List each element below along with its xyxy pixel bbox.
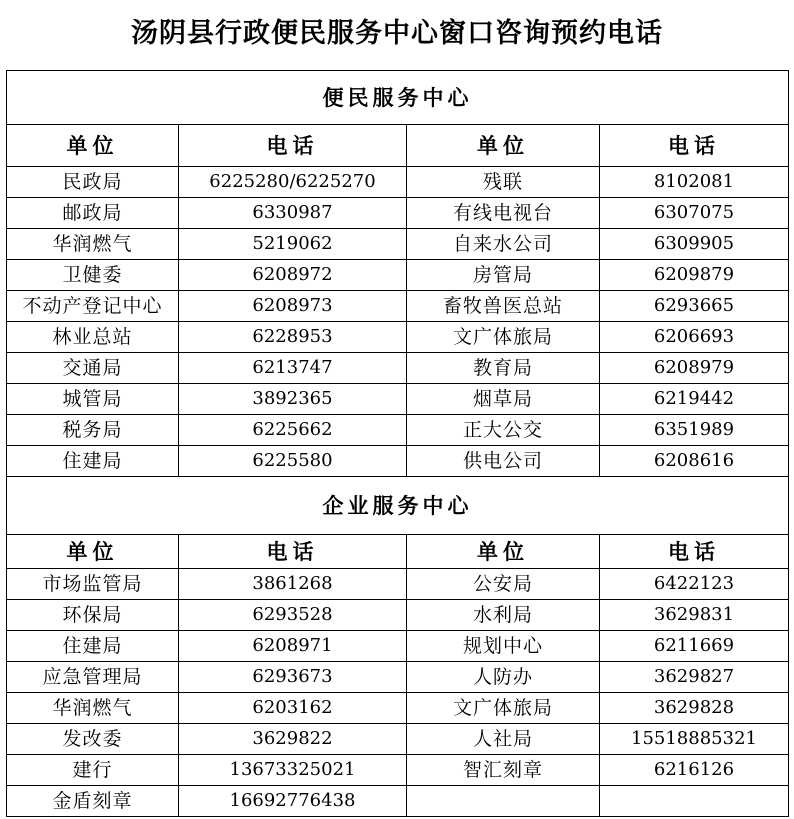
phone-number-cell: 6216126 — [600, 755, 789, 786]
unit-name-cell: 建行 — [7, 755, 179, 786]
unit-name-cell: 智汇刻章 — [407, 755, 600, 786]
phone-number-cell: 3629827 — [600, 662, 789, 693]
table-row — [7, 353, 789, 384]
phone-number-cell: 6330987 — [179, 198, 407, 229]
phone-number-cell: 6208979 — [600, 353, 789, 384]
header-phone: 电话 — [600, 535, 789, 569]
table-row — [7, 260, 789, 291]
phone-number-cell: 6209879 — [600, 260, 789, 291]
unit-name-cell: 残联 — [407, 167, 600, 198]
table-row — [7, 415, 789, 446]
unit-name-cell: 畜牧兽医总站 — [407, 291, 600, 322]
unit-name-cell: 烟草局 — [407, 384, 600, 415]
header-phone: 电话 — [179, 125, 407, 167]
phone-number-cell: 6219442 — [600, 384, 789, 415]
unit-name-cell: 房管局 — [407, 260, 600, 291]
phone-number-cell: 6293673 — [179, 662, 407, 693]
phone-number-cell: 15518885321 — [600, 724, 789, 755]
unit-name-cell: 华润燃气 — [7, 229, 179, 260]
phone-number-cell: 6211669 — [600, 631, 789, 662]
phone-number-cell: 6206693 — [600, 322, 789, 353]
unit-name-cell — [407, 786, 600, 817]
unit-name-cell: 人防办 — [407, 662, 600, 693]
table-row — [7, 322, 789, 353]
phone-number-cell: 3629831 — [600, 600, 789, 631]
table-row — [7, 724, 789, 755]
phone-number-cell: 3861268 — [179, 569, 407, 600]
phone-number-cell: 16692776438 — [179, 786, 407, 817]
phone-number-cell: 6225580 — [179, 446, 407, 477]
header-unit: 单位 — [407, 535, 600, 569]
table-row — [7, 600, 789, 631]
table-row — [7, 446, 789, 477]
convenience-center-grid — [7, 125, 789, 477]
phone-number-cell: 6228953 — [179, 322, 407, 353]
phone-number-cell: 6307075 — [600, 198, 789, 229]
unit-name-cell: 水利局 — [407, 600, 600, 631]
unit-name-cell: 公安局 — [407, 569, 600, 600]
table-row — [7, 167, 789, 198]
unit-name-cell: 有线电视台 — [407, 198, 600, 229]
phone-number-cell: 6225280/6225270 — [179, 167, 407, 198]
phone-number-cell: 8102081 — [600, 167, 789, 198]
phone-directory-table — [6, 70, 789, 817]
phone-number-cell: 13673325021 — [179, 755, 407, 786]
unit-name-cell: 文广体旅局 — [407, 322, 600, 353]
unit-name-cell: 正大公交 — [407, 415, 600, 446]
phone-number-cell: 6293528 — [179, 600, 407, 631]
table-row — [7, 569, 789, 600]
unit-name-cell: 民政局 — [7, 167, 179, 198]
phone-number-cell: 6293665 — [600, 291, 789, 322]
unit-name-cell: 华润燃气 — [7, 693, 179, 724]
table-row — [7, 198, 789, 229]
unit-name-cell: 金盾刻章 — [7, 786, 179, 817]
unit-name-cell: 供电公司 — [407, 446, 600, 477]
unit-name-cell: 邮政局 — [7, 198, 179, 229]
header-phone: 电话 — [179, 535, 407, 569]
phone-number-cell: 6213747 — [179, 353, 407, 384]
table-row — [7, 631, 789, 662]
table-row — [7, 291, 789, 322]
unit-name-cell: 城管局 — [7, 384, 179, 415]
unit-name-cell: 税务局 — [7, 415, 179, 446]
header-unit: 单位 — [7, 535, 179, 569]
table-row — [7, 786, 789, 817]
unit-name-cell: 不动产登记中心 — [7, 291, 179, 322]
phone-number-cell: 6225662 — [179, 415, 407, 446]
unit-name-cell: 发改委 — [7, 724, 179, 755]
table-row — [7, 229, 789, 260]
unit-name-cell: 教育局 — [407, 353, 600, 384]
table-row — [7, 755, 789, 786]
unit-name-cell: 人社局 — [407, 724, 600, 755]
unit-name-cell: 应急管理局 — [7, 662, 179, 693]
phone-number-cell: 3629822 — [179, 724, 407, 755]
phone-number-cell: 6208972 — [179, 260, 407, 291]
section-title-convenience-center: 便民服务中心 — [7, 71, 789, 125]
section-title-enterprise-center: 企业服务中心 — [7, 477, 789, 535]
phone-number-cell: 6208616 — [600, 446, 789, 477]
phone-number-cell: 3629828 — [600, 693, 789, 724]
phone-number-cell: 3892365 — [179, 384, 407, 415]
unit-name-cell: 环保局 — [7, 600, 179, 631]
unit-name-cell: 卫健委 — [7, 260, 179, 291]
header-phone: 电话 — [600, 125, 789, 167]
phone-number-cell: 6203162 — [179, 693, 407, 724]
unit-name-cell: 规划中心 — [407, 631, 600, 662]
table-row — [7, 693, 789, 724]
unit-name-cell: 林业总站 — [7, 322, 179, 353]
unit-name-cell: 市场监管局 — [7, 569, 179, 600]
table-header-row — [7, 125, 789, 167]
page-title: 汤阴县行政便民服务中心窗口咨询预约电话 — [131, 18, 663, 49]
phone-number-cell: 6351989 — [600, 415, 789, 446]
phone-number-cell: 5219062 — [179, 229, 407, 260]
phone-number-cell: 6309905 — [600, 229, 789, 260]
phone-number-cell: 6208973 — [179, 291, 407, 322]
enterprise-center-grid — [7, 535, 789, 817]
unit-name-cell: 交通局 — [7, 353, 179, 384]
unit-name-cell: 文广体旅局 — [407, 693, 600, 724]
table-row — [7, 384, 789, 415]
unit-name-cell: 自来水公司 — [407, 229, 600, 260]
unit-name-cell: 住建局 — [7, 631, 179, 662]
header-unit: 单位 — [7, 125, 179, 167]
unit-name-cell: 住建局 — [7, 446, 179, 477]
table-row — [7, 662, 789, 693]
header-unit: 单位 — [407, 125, 600, 167]
phone-number-cell — [600, 786, 789, 817]
table-header-row — [7, 535, 789, 569]
phone-number-cell: 6422123 — [600, 569, 789, 600]
phone-number-cell: 6208971 — [179, 631, 407, 662]
